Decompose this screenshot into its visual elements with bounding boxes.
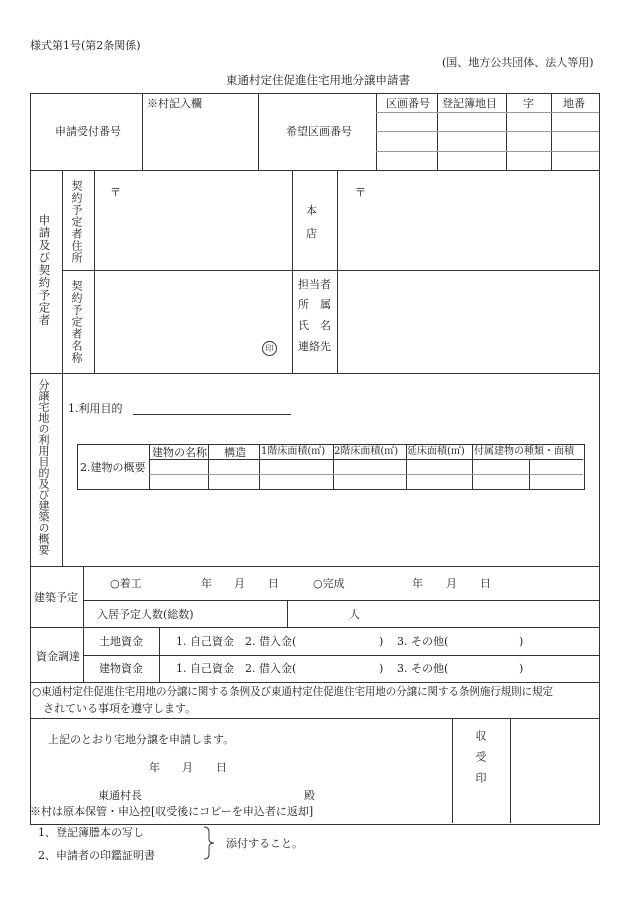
building-col-header: 1階床面積(㎡) <box>261 446 326 457</box>
start-month: 月 <box>234 577 245 590</box>
complete-year: 年 <box>412 577 423 590</box>
divider <box>159 627 160 682</box>
head-office-label: 店 <box>306 227 317 240</box>
lot-column-header: 地番 <box>563 97 585 110</box>
divider <box>62 270 599 271</box>
divider <box>30 682 600 683</box>
contact-label: 所 属 <box>298 298 331 311</box>
self-funds-option[interactable]: 1. 自己資金 <box>176 662 234 675</box>
address-label: 契約予定者住所 <box>70 180 83 264</box>
contact-field[interactable] <box>339 274 597 370</box>
residents-unit: 人 <box>349 608 360 621</box>
applicant-section-label: 申請及び契約予定者 <box>37 214 52 327</box>
building-name-field[interactable] <box>150 460 207 473</box>
date-year: 年 <box>149 761 160 774</box>
divider <box>83 655 599 656</box>
divider <box>62 170 63 373</box>
divider <box>258 93 259 170</box>
floor1-area-field[interactable] <box>260 460 332 473</box>
usage-section-label: 分譲宅地の利用目的及び建築の概要 <box>37 379 50 555</box>
purpose-field[interactable] <box>134 400 290 414</box>
building-col-header: 構造 <box>224 446 246 459</box>
date-day: 日 <box>216 761 227 774</box>
paren-close: ) <box>379 662 384 675</box>
attach-instruction: 添付すること。 <box>226 837 303 850</box>
form-title: 東通村定住促進住宅用地分譲申請書 <box>226 73 410 87</box>
paren-close: ) <box>519 635 524 648</box>
paren-close: ) <box>519 662 524 675</box>
divider <box>30 718 600 719</box>
brace-icon <box>203 826 215 860</box>
postal-mark: 〒 <box>110 186 121 199</box>
other-option[interactable]: 3. その他( <box>397 635 449 648</box>
divider <box>376 131 599 132</box>
divider <box>30 170 600 171</box>
divider <box>142 93 143 170</box>
paren-close: ) <box>379 635 384 648</box>
building-col-header: 延床面積(㎡) <box>407 446 465 457</box>
form-number: 様式第1号(第2条関係) <box>30 39 141 52</box>
divider <box>452 718 453 823</box>
receipt-stamp-area[interactable] <box>512 720 597 821</box>
building-overview-label: 2.建物の概要 <box>80 461 146 474</box>
building-col-header: 建物の名称 <box>152 446 207 459</box>
other-option[interactable]: 3. その他( <box>397 662 449 675</box>
purpose-label: 1.利用目的 <box>68 402 123 415</box>
complete-day: 日 <box>480 577 491 590</box>
village-note-field[interactable] <box>144 112 256 168</box>
divider <box>376 112 599 113</box>
building-other-field[interactable] <box>457 660 517 676</box>
divider <box>30 627 600 628</box>
divider <box>83 566 84 627</box>
divider <box>94 170 95 373</box>
attachment-item: 2、申請者の印鑑証明書 <box>38 849 155 862</box>
attachment-item: 1、登記簿謄本の写し <box>38 826 144 839</box>
compliance-line-1: ○東通村定住促進住宅用地の分譲に関する条例及び東通村定住促進住宅用地の分譲に関する条例施行規則に規定 <box>32 686 553 698</box>
loan-option[interactable]: 2. 借入金( <box>245 662 297 675</box>
funding-section-label: 資金調達 <box>36 650 80 663</box>
divider <box>30 373 600 374</box>
addressee: 東通村長 <box>98 789 142 802</box>
declaration-text: 上記のとおり宅地分譲を申請します。 <box>48 733 235 746</box>
divider <box>510 718 511 823</box>
structure-field[interactable] <box>209 460 258 473</box>
contact-label: 連絡先 <box>298 340 331 353</box>
land-loan-field[interactable] <box>310 633 376 649</box>
date-month: 月 <box>182 761 193 774</box>
divider <box>30 566 600 567</box>
village-note-label: ※村記入欄 <box>147 97 202 110</box>
complete-label: ○完成 <box>313 577 345 590</box>
building-funding-label: 建物資金 <box>99 662 143 675</box>
head-office-label: 本 <box>306 204 317 217</box>
divider <box>376 151 599 152</box>
start-year: 年 <box>201 577 212 590</box>
address-field[interactable] <box>96 200 290 266</box>
receipt-number-label: 申請受付番号 <box>55 125 121 138</box>
lot-number-field[interactable] <box>378 114 436 130</box>
building-col-header: 2階床面積(㎡) <box>334 446 399 457</box>
receipt-label: 収受印 <box>474 730 487 793</box>
floor2-area-field[interactable] <box>334 460 405 473</box>
desired-lot-label: 希望区画番号 <box>286 125 352 138</box>
divider <box>337 170 338 373</box>
building-col-header: 付属建物の種類・面積 <box>474 446 574 457</box>
purpose-underline <box>133 414 291 415</box>
divider <box>149 474 583 475</box>
self-funds-option[interactable]: 1. 自己資金 <box>176 635 234 648</box>
divider <box>472 444 473 489</box>
seal-mark: 印 <box>262 341 277 356</box>
loan-option[interactable]: 2. 借入金( <box>245 635 297 648</box>
lot-column-header: 登記簿地目 <box>442 97 497 110</box>
residents-label: 入居予定人数(総数) <box>97 608 194 621</box>
lot-column-header: 区画番号 <box>386 97 430 110</box>
residents-field[interactable] <box>290 604 345 622</box>
name-field[interactable] <box>96 275 256 369</box>
construction-section-label: 建築予定 <box>34 591 78 604</box>
divider <box>62 373 63 566</box>
head-office-field[interactable] <box>339 200 597 266</box>
honorific: 殿 <box>304 789 315 802</box>
complete-month: 月 <box>446 577 457 590</box>
lot-column-header: 字 <box>523 97 534 110</box>
land-funding-label: 土地資金 <box>99 635 143 648</box>
compliance-line-2: されている事項を遵守します。 <box>43 702 197 715</box>
applicable-to: (国、地方公共団体、法人等用) <box>442 56 594 69</box>
start-day: 日 <box>268 577 279 590</box>
start-label: ○着工 <box>110 577 142 590</box>
name-label: 契約予定者名称 <box>70 280 83 364</box>
divider <box>83 600 599 601</box>
footer-note: ※村は原本保管・申込控[収受後にコピーを申込者に返却] <box>30 805 314 818</box>
contact-label: 氏 名 <box>298 319 331 332</box>
building-loan-field[interactable] <box>310 660 376 676</box>
contact-label: 担当者 <box>298 278 331 291</box>
land-other-field[interactable] <box>457 633 517 649</box>
divider <box>287 600 288 627</box>
divider <box>292 170 293 373</box>
postal-mark: 〒 <box>355 186 366 199</box>
total-area-field[interactable] <box>407 460 471 473</box>
